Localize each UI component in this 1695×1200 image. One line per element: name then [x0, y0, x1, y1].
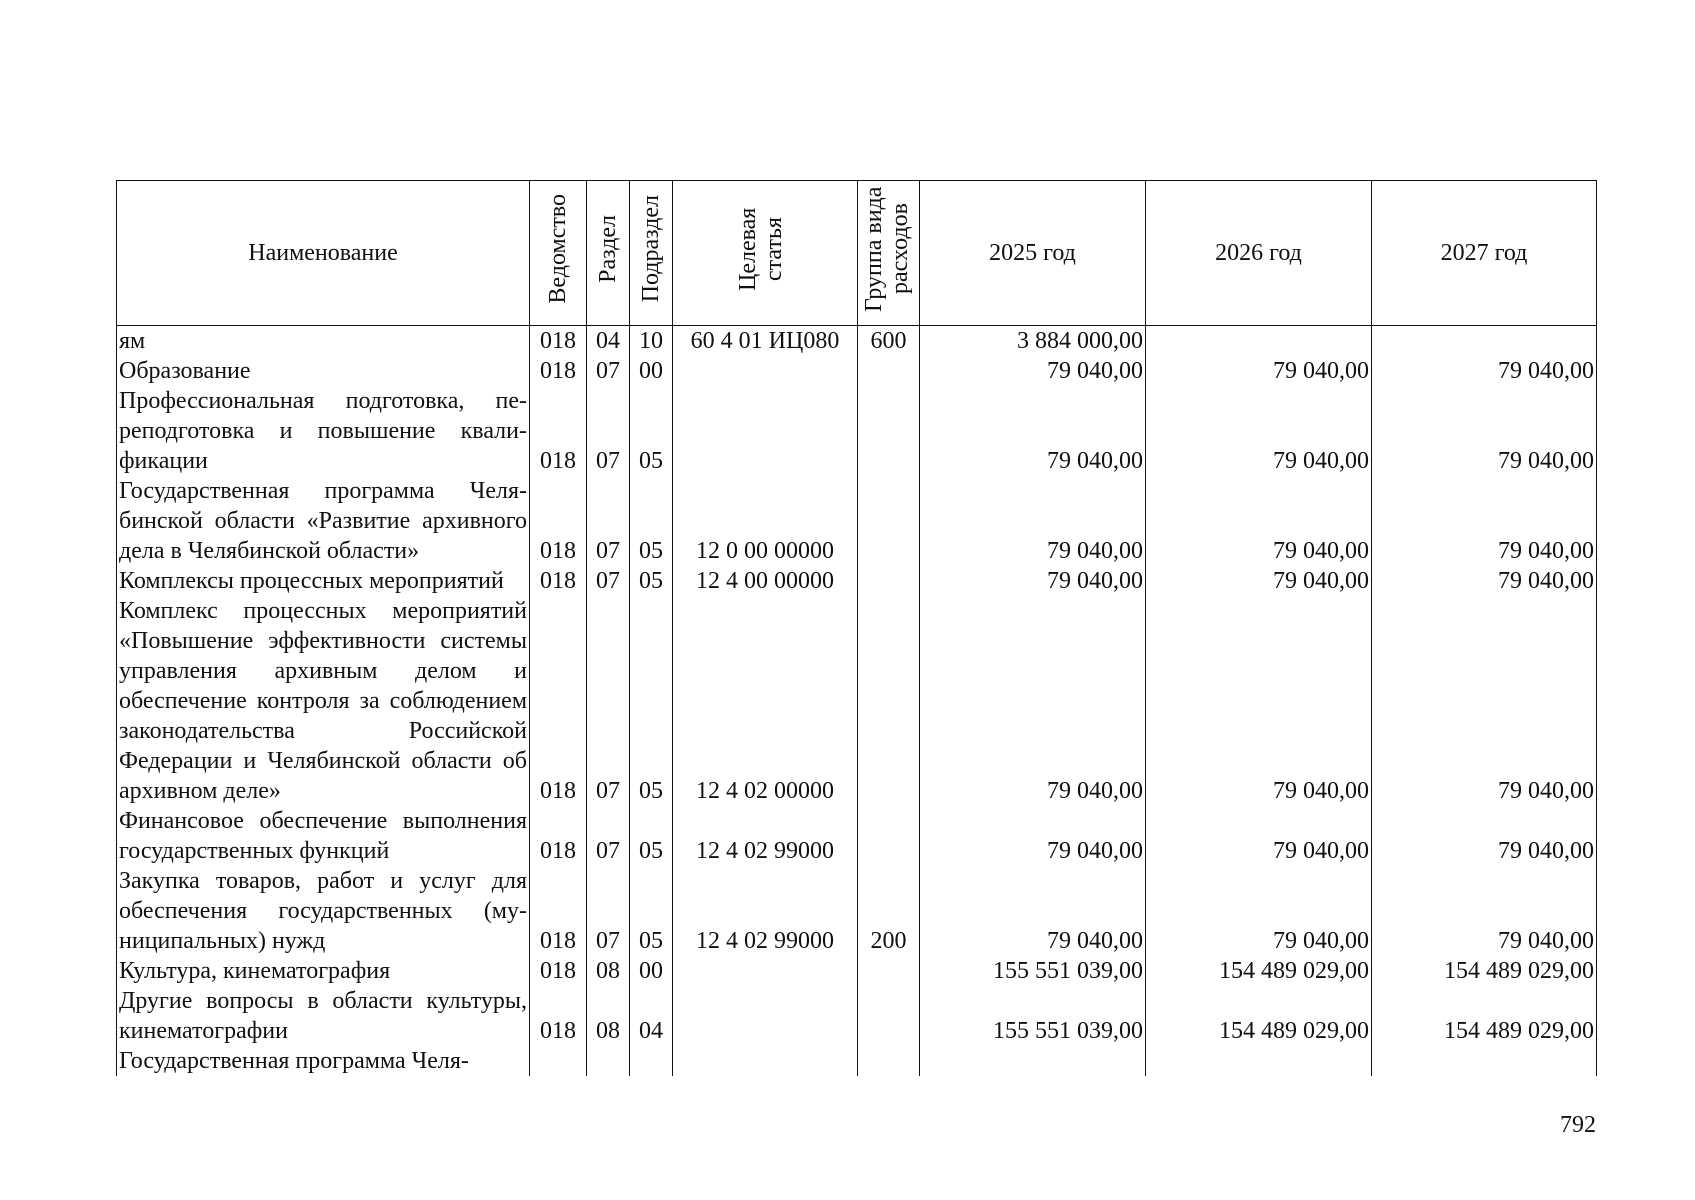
cell-2025: 79 040,00: [920, 386, 1146, 476]
cell-2025: 155 551 039,00: [920, 956, 1146, 986]
cell-dept: [530, 1046, 587, 1076]
header-2025: 2025 год: [920, 181, 1146, 326]
table-row: [117, 1046, 1597, 1076]
cell-group: [858, 986, 920, 1046]
cell-target: [673, 386, 858, 476]
header-target: Целевая статья: [673, 181, 858, 326]
cell-2026: 79 040,00: [1146, 566, 1372, 596]
cell-target: 12 4 02 99000: [673, 866, 858, 956]
cell-target: [673, 356, 858, 386]
cell-subsection: 05: [630, 566, 673, 596]
cell-2026: 79 040,00: [1146, 866, 1372, 956]
cell-name: Государственная программа Челя-: [117, 1046, 530, 1076]
cell-2025: 79 040,00: [920, 356, 1146, 386]
cell-dept: 018: [530, 806, 587, 866]
cell-2025: 79 040,00: [920, 476, 1146, 566]
cell-target: 60 4 01 ИЦ080: [673, 326, 858, 357]
cell-2027: 79 040,00: [1372, 386, 1597, 476]
table-row: [117, 476, 1597, 566]
cell-2025: 79 040,00: [920, 866, 1146, 956]
cell-name: Финансовое обеспечение выполнения государственных функций: [117, 806, 530, 866]
cell-2027: [1372, 326, 1597, 357]
cell-2026: 79 040,00: [1146, 356, 1372, 386]
table-row: [117, 386, 1597, 476]
cell-group: [858, 1046, 920, 1076]
cell-section: 07: [587, 806, 630, 866]
cell-name: Профессиональная подготовка, переподготовка и повышение квалификации: [117, 386, 530, 476]
cell-2026: 79 040,00: [1146, 386, 1372, 476]
cell-2025: 3 884 000,00: [920, 326, 1146, 357]
cell-section: 04: [587, 326, 630, 357]
cell-2027: [1372, 1046, 1597, 1076]
cell-2026: 154 489 029,00: [1146, 986, 1372, 1046]
table-row: [117, 986, 1597, 1046]
cell-group: [858, 596, 920, 806]
cell-section: 07: [587, 866, 630, 956]
cell-subsection: [630, 1046, 673, 1076]
cell-subsection: 00: [630, 356, 673, 386]
cell-target: [673, 956, 858, 986]
header-section: Раздел: [587, 181, 630, 326]
table-row: [117, 596, 1597, 806]
budget-document: [116, 180, 1596, 1076]
cell-2027: 79 040,00: [1372, 476, 1597, 566]
cell-target: 12 4 02 99000: [673, 806, 858, 866]
cell-2025: 79 040,00: [920, 566, 1146, 596]
cell-group: [858, 356, 920, 386]
cell-2025: 79 040,00: [920, 806, 1146, 866]
cell-2025: [920, 1046, 1146, 1076]
cell-dept: 018: [530, 326, 587, 357]
cell-dept: 018: [530, 476, 587, 566]
table-row: [117, 956, 1597, 986]
page-number: 792: [1560, 1112, 1596, 1138]
cell-section: 08: [587, 986, 630, 1046]
table-row: [117, 326, 1597, 357]
cell-name: Культура, кинематография: [117, 956, 530, 986]
cell-2026: 154 489 029,00: [1146, 956, 1372, 986]
cell-section: 07: [587, 596, 630, 806]
cell-name: Комплексы процессных мероприятий: [117, 566, 530, 596]
cell-subsection: 00: [630, 956, 673, 986]
cell-2027: 154 489 029,00: [1372, 956, 1597, 986]
cell-section: 07: [587, 386, 630, 476]
table-row: [117, 806, 1597, 866]
cell-subsection: 04: [630, 986, 673, 1046]
cell-2027: 79 040,00: [1372, 566, 1597, 596]
cell-2027: 79 040,00: [1372, 866, 1597, 956]
cell-subsection: 05: [630, 806, 673, 866]
cell-dept: 018: [530, 956, 587, 986]
cell-subsection: 05: [630, 596, 673, 806]
cell-name: Образование: [117, 356, 530, 386]
table-body: [117, 326, 1597, 1077]
cell-2026: [1146, 1046, 1372, 1076]
table-row: [117, 866, 1597, 956]
cell-2027: 154 489 029,00: [1372, 986, 1597, 1046]
budget-table: [116, 180, 1597, 1076]
cell-name: ям: [117, 326, 530, 357]
cell-2026: [1146, 326, 1372, 357]
table-row: [117, 566, 1597, 596]
cell-target: 12 4 02 00000: [673, 596, 858, 806]
header-group: Группа вида расходов: [858, 181, 920, 326]
cell-name: Закупка товаров, работ и услуг для обеспечения государственных (муниципальных) нужд: [117, 866, 530, 956]
cell-2026: 79 040,00: [1146, 476, 1372, 566]
cell-subsection: 05: [630, 386, 673, 476]
table-row: [117, 356, 1597, 386]
cell-group: [858, 956, 920, 986]
cell-dept: 018: [530, 866, 587, 956]
cell-subsection: 10: [630, 326, 673, 357]
cell-section: 07: [587, 566, 630, 596]
header-dept: Ведомство: [530, 181, 587, 326]
cell-section: 07: [587, 476, 630, 566]
cell-name: Государственная программа Челябинской области «Развитие архивного дела в Челябинской области»: [117, 476, 530, 566]
cell-name: Комплекс процессных мероприятий «Повышение эффективности системы управления архивным делом и обеспечение контроля за соблюдением законодательства Российской Федерации и Челябинской области об архивном деле»: [117, 596, 530, 806]
cell-2026: 79 040,00: [1146, 596, 1372, 806]
header-subsection: Подраздел: [630, 181, 673, 326]
cell-name: Другие вопросы в области культуры, кинематографии: [117, 986, 530, 1046]
cell-group: [858, 806, 920, 866]
cell-section: 08: [587, 956, 630, 986]
header-2027: 2027 год: [1372, 181, 1597, 326]
cell-target: 12 4 00 00000: [673, 566, 858, 596]
cell-section: 07: [587, 356, 630, 386]
cell-2027: 79 040,00: [1372, 596, 1597, 806]
cell-group: 600: [858, 326, 920, 357]
cell-group: 200: [858, 866, 920, 956]
cell-dept: 018: [530, 566, 587, 596]
cell-dept: 018: [530, 986, 587, 1046]
cell-dept: 018: [530, 386, 587, 476]
cell-2027: 79 040,00: [1372, 356, 1597, 386]
cell-subsection: 05: [630, 866, 673, 956]
cell-dept: 018: [530, 356, 587, 386]
cell-2026: 79 040,00: [1146, 806, 1372, 866]
cell-group: [858, 476, 920, 566]
cell-target: [673, 1046, 858, 1076]
header-2026: 2026 год: [1146, 181, 1372, 326]
cell-target: [673, 986, 858, 1046]
cell-2025: 79 040,00: [920, 596, 1146, 806]
cell-section: [587, 1046, 630, 1076]
cell-subsection: 05: [630, 476, 673, 566]
cell-group: [858, 386, 920, 476]
cell-group: [858, 566, 920, 596]
cell-2025: 155 551 039,00: [920, 986, 1146, 1046]
table-header-row: [117, 181, 1597, 326]
header-name: Наименование: [117, 181, 530, 326]
cell-dept: 018: [530, 596, 587, 806]
cell-target: 12 0 00 00000: [673, 476, 858, 566]
cell-2027: 79 040,00: [1372, 806, 1597, 866]
